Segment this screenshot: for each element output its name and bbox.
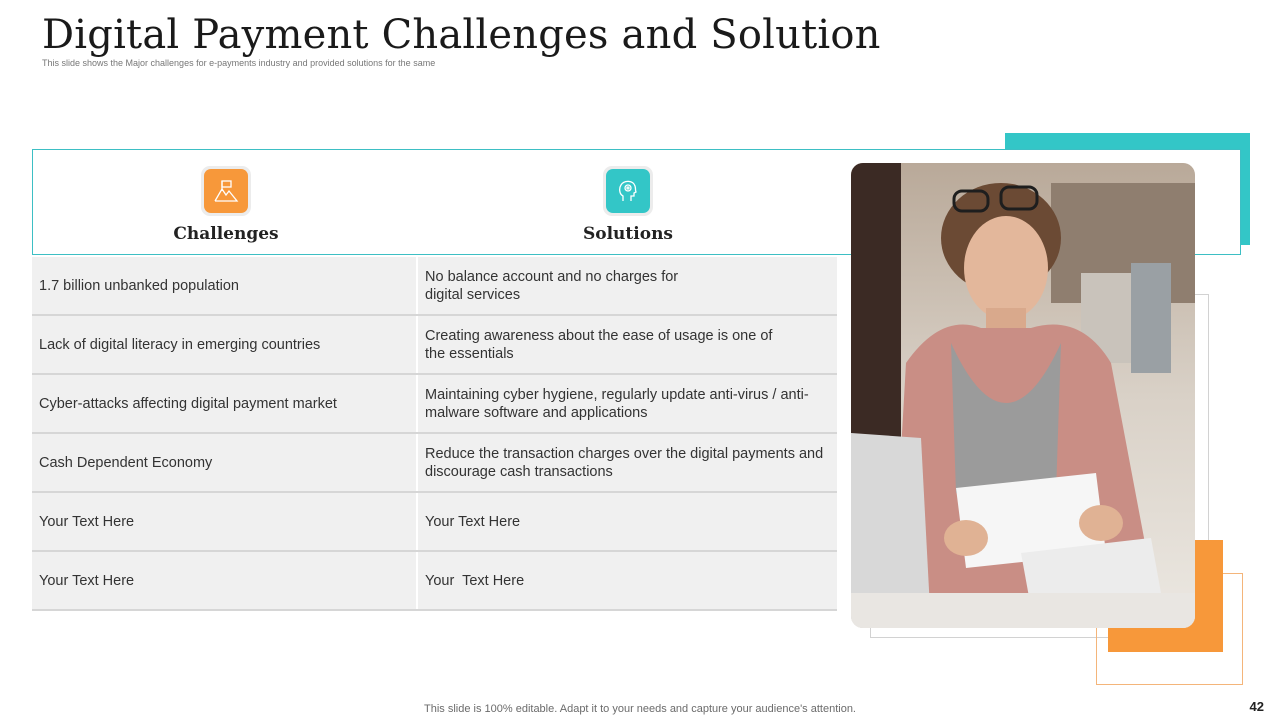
challenges-label: Challenges <box>173 224 279 244</box>
mountain-flag-icon <box>204 169 248 213</box>
table-row <box>32 257 837 316</box>
solutions-header <box>568 166 688 244</box>
page-number: 42 <box>1249 699 1264 714</box>
challenge-cell: 1.7 billion unbanked population <box>32 257 418 314</box>
solution-cell: Maintaining cyber hygiene, regularly update anti-virus / anti-malware software and applications <box>418 375 837 432</box>
solution-cell: Your Text Here <box>418 552 837 609</box>
solution-cell: No balance account and no charges for digital services <box>418 257 837 314</box>
challenges-header <box>166 166 286 244</box>
challenge-cell: Your Text Here <box>32 552 418 609</box>
challenge-cell: Your Text Here <box>32 493 418 550</box>
footer-note: This slide is 100% editable. Adapt it to your needs and capture your audience's attention. <box>424 703 856 715</box>
solution-cell: Reduce the transaction charges over the digital payments and discourage cash transactions <box>418 434 837 491</box>
head-gear-icon <box>606 169 650 213</box>
solutions-label: Solutions <box>582 224 673 244</box>
table-row <box>32 434 837 493</box>
table-row <box>32 375 837 434</box>
slide-subtitle: This slide shows the Major challenges for e-payments industry and provided solutions for the same <box>42 58 436 68</box>
solution-cell: Creating awareness about the ease of usage is one of the essentials <box>418 316 837 373</box>
woman-reading-bills-photo <box>851 163 1195 628</box>
challenge-cell: Cyber-attacks affecting digital payment market <box>32 375 418 432</box>
table-row <box>32 493 837 552</box>
table-row <box>32 552 837 611</box>
table-row <box>32 316 837 375</box>
challenges-solutions-table <box>32 257 837 611</box>
slide-title: Digital Payment Challenges and Solution <box>42 12 881 58</box>
challenge-cell: Lack of digital literacy in emerging countries <box>32 316 418 373</box>
solution-cell: Your Text Here <box>418 493 837 550</box>
challenge-cell: Cash Dependent Economy <box>32 434 418 491</box>
